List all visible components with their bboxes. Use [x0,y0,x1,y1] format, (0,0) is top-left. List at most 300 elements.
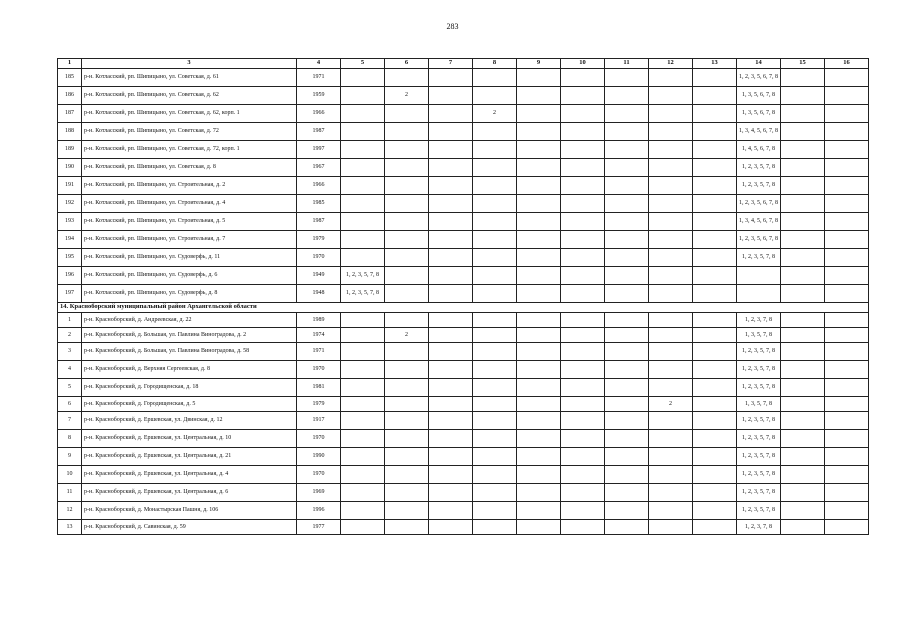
col8-cell [473,141,517,159]
col7-cell [429,267,473,285]
col6-cell: 2 [385,87,429,105]
col6-cell [385,448,429,466]
col14-cell: 1, 2, 3, 5, 6, 7, 8 [737,195,781,213]
col13-cell [693,379,737,397]
col7-cell [429,105,473,123]
column-header: 6 [385,59,429,69]
col11-cell [605,397,649,412]
col16-cell [825,141,869,159]
col8-cell [473,361,517,379]
col10-cell [561,448,605,466]
column-header: 4 [297,59,341,69]
section-title: 14. Красноборский муниципальный район Архангельской области [58,303,869,313]
col7-cell [429,313,473,328]
col14-cell: 1, 4, 5, 6, 7, 8 [737,141,781,159]
col10-cell [561,430,605,448]
column-header: 16 [825,59,869,69]
col10-cell [561,343,605,361]
col14-cell: 1, 3, 5, 6, 7, 8 [737,105,781,123]
year-cell: 1966 [297,177,341,195]
col12-cell [649,123,693,141]
col15-cell [781,313,825,328]
col9-cell [517,343,561,361]
col15-cell [781,159,825,177]
col9-cell [517,313,561,328]
col10-cell [561,484,605,502]
row-number-cell: 188 [58,123,82,141]
year-cell: 1949 [297,267,341,285]
col10-cell [561,213,605,231]
row-number-cell: 13 [58,520,82,535]
address-cell: р-н. Котласский, рп. Шипицыно, ул. Советская, д. 61 [82,69,297,87]
col14-cell: 1, 2, 3, 5, 7, 8 [737,430,781,448]
col5-cell [341,69,385,87]
row-number-cell: 3 [58,343,82,361]
col11-cell [605,379,649,397]
col5-cell [341,105,385,123]
col8-cell [473,213,517,231]
col8-cell [473,231,517,249]
col13-cell [693,343,737,361]
column-header: 11 [605,59,649,69]
col12-cell [649,466,693,484]
col15-cell [781,466,825,484]
col14-cell: 1, 2, 3, 7, 8 [737,520,781,535]
col8-cell [473,520,517,535]
col10-cell [561,379,605,397]
col16-cell [825,249,869,267]
row-number-cell: 5 [58,379,82,397]
col5-cell [341,520,385,535]
col8-cell: 2 [473,105,517,123]
col16-cell [825,123,869,141]
col15-cell [781,249,825,267]
col7-cell [429,484,473,502]
col6-cell [385,412,429,430]
col12-cell [649,159,693,177]
col11-cell [605,520,649,535]
year-cell: 1987 [297,123,341,141]
table-row [58,87,869,105]
table-row [58,69,869,87]
col14-cell: 1, 2, 3, 5, 7, 8 [737,502,781,520]
col15-cell [781,285,825,303]
year-cell: 1997 [297,141,341,159]
col13-cell [693,502,737,520]
col11-cell [605,412,649,430]
row-number-cell: 192 [58,195,82,213]
col14-cell: 1, 2, 3, 7, 8 [737,313,781,328]
col11-cell [605,484,649,502]
col8-cell [473,123,517,141]
col15-cell [781,105,825,123]
col6-cell [385,285,429,303]
column-header: 13 [693,59,737,69]
row-number-cell: 7 [58,412,82,430]
col12-cell [649,213,693,231]
col9-cell [517,520,561,535]
year-cell: 1981 [297,379,341,397]
col16-cell [825,466,869,484]
col12-cell [649,177,693,195]
address-cell: р-н. Котласский, рп. Шипицыно, ул. Советская, д. 62, корп. 1 [82,105,297,123]
col9-cell [517,267,561,285]
col15-cell [781,430,825,448]
col12-cell [649,448,693,466]
col6-cell [385,231,429,249]
col12-cell [649,105,693,123]
col14-cell: 1, 2, 3, 5, 7, 8 [737,466,781,484]
col6-cell [385,141,429,159]
column-header: 15 [781,59,825,69]
col7-cell [429,466,473,484]
address-cell: р-н. Красноборский, д. Городищенская, д. 18 [82,379,297,397]
col6-cell [385,466,429,484]
address-cell: р-н. Котласский, рп. Шипицыно, ул. Судоверфь, д. 6 [82,267,297,285]
col11-cell [605,105,649,123]
col9-cell [517,412,561,430]
col15-cell [781,123,825,141]
col8-cell [473,502,517,520]
col16-cell [825,285,869,303]
col10-cell [561,141,605,159]
col13-cell [693,213,737,231]
col13-cell [693,249,737,267]
col16-cell [825,430,869,448]
year-cell: 1969 [297,484,341,502]
col9-cell [517,466,561,484]
col16-cell [825,397,869,412]
year-cell: 1959 [297,87,341,105]
row-number-cell: 9 [58,448,82,466]
col5-cell: 1, 2, 3, 5, 7, 8 [341,267,385,285]
col11-cell [605,177,649,195]
col12-cell [649,141,693,159]
address-cell: р-н. Красноборский, д. Ершевская, ул. Двинская, д. 12 [82,412,297,430]
col16-cell [825,520,869,535]
col7-cell [429,502,473,520]
col15-cell [781,502,825,520]
table-body-kotlas [58,69,869,303]
col9-cell [517,484,561,502]
table-row [58,141,869,159]
column-header: 3 [82,59,297,69]
col9-cell [517,213,561,231]
col8-cell [473,267,517,285]
col5-cell [341,231,385,249]
col14-cell: 1, 2, 3, 5, 7, 8 [737,343,781,361]
col5-cell [341,343,385,361]
col7-cell [429,231,473,249]
address-cell: р-н. Красноборский, д. Ершевская, ул. Центральная, д. 10 [82,430,297,448]
col15-cell [781,213,825,231]
col9-cell [517,379,561,397]
col14-cell [737,285,781,303]
col7-cell [429,520,473,535]
row-number-cell: 194 [58,231,82,249]
col8-cell [473,69,517,87]
col13-cell [693,448,737,466]
col14-cell: 1, 3, 5, 6, 7, 8 [737,87,781,105]
col10-cell [561,249,605,267]
address-cell: р-н. Красноборский, д. Андреевская, д. 22 [82,313,297,328]
year-cell: 1989 [297,313,341,328]
column-header: 9 [517,59,561,69]
housing-register-table [57,58,869,535]
address-cell: р-н. Красноборский, д. Большая, ул. Павлина Виноградова, д. 2 [82,328,297,343]
col8-cell [473,249,517,267]
col15-cell [781,448,825,466]
col5-cell [341,502,385,520]
col13-cell [693,484,737,502]
address-cell: р-н. Красноборский, д. Савинская, д. 59 [82,520,297,535]
col12-cell [649,285,693,303]
col15-cell [781,231,825,249]
col12-cell [649,502,693,520]
col5-cell [341,430,385,448]
row-number-cell: 189 [58,141,82,159]
col12-cell [649,520,693,535]
col16-cell [825,313,869,328]
row-number-cell: 10 [58,466,82,484]
col11-cell [605,69,649,87]
col6-cell [385,502,429,520]
col13-cell [693,412,737,430]
address-cell: р-н. Красноборский, д. Ершевская, ул. Центральная, д. 21 [82,448,297,466]
col10-cell [561,502,605,520]
col7-cell [429,343,473,361]
col6-cell [385,361,429,379]
col13-cell [693,123,737,141]
col5-cell [341,87,385,105]
col10-cell [561,105,605,123]
col5-cell [341,361,385,379]
col12-cell [649,484,693,502]
col11-cell [605,87,649,105]
table-row [58,105,869,123]
table-row [58,313,869,328]
col10-cell [561,313,605,328]
table-row [58,466,869,484]
col7-cell [429,159,473,177]
col10-cell [561,397,605,412]
col8-cell [473,448,517,466]
col13-cell [693,285,737,303]
year-cell: 1967 [297,159,341,177]
year-cell: 1974 [297,328,341,343]
col14-cell: 1, 2, 3, 5, 7, 8 [737,361,781,379]
table-row [58,484,869,502]
col7-cell [429,177,473,195]
table-row [58,231,869,249]
col13-cell [693,267,737,285]
col10-cell [561,267,605,285]
year-cell: 1970 [297,466,341,484]
col9-cell [517,159,561,177]
row-number-cell: 11 [58,484,82,502]
row-number-cell: 2 [58,328,82,343]
row-number-cell: 4 [58,361,82,379]
col14-cell: 1, 3, 4, 5, 6, 7, 8 [737,123,781,141]
year-cell: 1948 [297,285,341,303]
col8-cell [473,466,517,484]
col8-cell [473,195,517,213]
year-cell: 1966 [297,105,341,123]
col12-cell [649,313,693,328]
col11-cell [605,231,649,249]
col11-cell [605,361,649,379]
col15-cell [781,87,825,105]
col14-cell: 1, 2, 3, 5, 7, 8 [737,484,781,502]
col15-cell [781,343,825,361]
col11-cell [605,267,649,285]
page-number: 283 [446,22,459,31]
table-row [58,502,869,520]
col12-cell [649,87,693,105]
col5-cell [341,466,385,484]
col12-cell [649,343,693,361]
year-cell: 1977 [297,520,341,535]
year-cell: 1979 [297,231,341,249]
col5-cell [341,249,385,267]
row-number-cell: 6 [58,397,82,412]
col11-cell [605,285,649,303]
address-cell: р-н. Котласский, рп. Шипицыно, ул. Судоверфь, д. 11 [82,249,297,267]
table-row [58,412,869,430]
col12-cell [649,249,693,267]
year-cell: 1970 [297,249,341,267]
col13-cell [693,105,737,123]
col5-cell: 1, 2, 3, 5, 7, 8 [341,285,385,303]
col10-cell [561,87,605,105]
table-row [58,328,869,343]
col13-cell [693,69,737,87]
col13-cell [693,87,737,105]
col15-cell [781,520,825,535]
col9-cell [517,195,561,213]
row-number-cell: 185 [58,69,82,87]
col6-cell [385,249,429,267]
col11-cell [605,123,649,141]
col8-cell [473,343,517,361]
col8-cell [473,313,517,328]
column-header: 1 [58,59,82,69]
col11-cell [605,328,649,343]
address-cell: р-н. Красноборский, д. Верхняя Сергеевская, д. 8 [82,361,297,379]
col6-cell [385,159,429,177]
column-header: 14 [737,59,781,69]
col9-cell [517,448,561,466]
row-number-cell: 8 [58,430,82,448]
col16-cell [825,328,869,343]
table-row [58,267,869,285]
col15-cell [781,267,825,285]
col13-cell [693,313,737,328]
row-number-cell: 1 [58,313,82,328]
col6-cell [385,430,429,448]
col12-cell [649,267,693,285]
col6-cell: 2 [385,328,429,343]
col9-cell [517,328,561,343]
col13-cell [693,520,737,535]
col13-cell [693,361,737,379]
col5-cell [341,328,385,343]
col15-cell [781,69,825,87]
table-row [58,361,869,379]
col11-cell [605,159,649,177]
col11-cell [605,502,649,520]
year-cell: 1985 [297,195,341,213]
col7-cell [429,361,473,379]
year-cell: 1979 [297,397,341,412]
col5-cell [341,195,385,213]
col13-cell [693,195,737,213]
table-row [58,249,869,267]
col6-cell [385,213,429,231]
col9-cell [517,361,561,379]
row-number-cell: 193 [58,213,82,231]
row-number-cell: 187 [58,105,82,123]
col12-cell [649,195,693,213]
address-cell: р-н. Котласский, рп. Шипицыно, ул. Советская, д. 62 [82,87,297,105]
col16-cell [825,231,869,249]
col9-cell [517,69,561,87]
col11-cell [605,466,649,484]
col15-cell [781,361,825,379]
address-cell: р-н. Котласский, рп. Шипицыно, ул. Советская, д. 8 [82,159,297,177]
col6-cell [385,195,429,213]
col7-cell [429,123,473,141]
col11-cell [605,313,649,328]
col16-cell [825,213,869,231]
col16-cell [825,195,869,213]
year-cell: 1970 [297,361,341,379]
col9-cell [517,141,561,159]
col16-cell [825,502,869,520]
table-row [58,448,869,466]
col5-cell [341,177,385,195]
col9-cell [517,231,561,249]
col11-cell [605,343,649,361]
col14-cell: 1, 2, 3, 5, 6, 7, 8 [737,69,781,87]
col12-cell [649,69,693,87]
col8-cell [473,397,517,412]
col6-cell [385,69,429,87]
address-cell: р-н. Красноборский, д. Городищенская, д. 5 [82,397,297,412]
row-number-cell: 196 [58,267,82,285]
col8-cell [473,484,517,502]
col15-cell [781,328,825,343]
col8-cell [473,159,517,177]
col6-cell [385,520,429,535]
col14-cell: 1, 3, 4, 5, 6, 7, 8 [737,213,781,231]
col14-cell: 1, 2, 3, 5, 7, 8 [737,249,781,267]
col12-cell [649,430,693,448]
column-header: 10 [561,59,605,69]
col15-cell [781,397,825,412]
row-number-cell: 197 [58,285,82,303]
col6-cell [385,177,429,195]
col10-cell [561,231,605,249]
col7-cell [429,430,473,448]
col10-cell [561,466,605,484]
col16-cell [825,105,869,123]
col14-cell: 1, 3, 5, 7, 8 [737,328,781,343]
col10-cell [561,412,605,430]
col16-cell [825,267,869,285]
table-row [58,285,869,303]
table-row [58,520,869,535]
